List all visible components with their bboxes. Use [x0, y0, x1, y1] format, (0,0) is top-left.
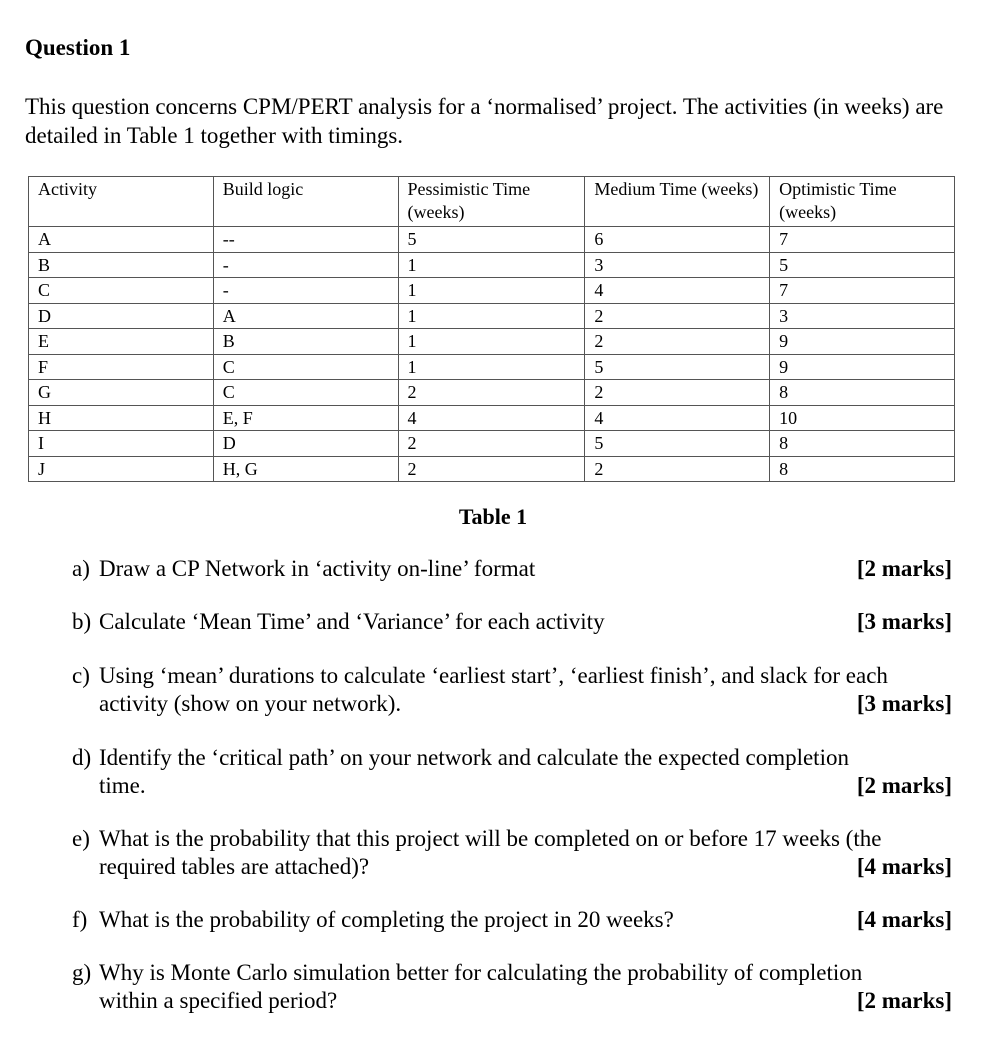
question-line: Why is Monte Carlo simulation better for calculating the probability of completion [99, 960, 863, 985]
question-line-2: time. [99, 773, 146, 798]
question-text [72, 825, 881, 853]
header-pessimistic: Pessimistic Time (weeks) [398, 177, 585, 227]
marks-label: [4 marks] [856, 854, 952, 879]
table-cell: A [213, 303, 398, 329]
table-cell: 3 [585, 252, 770, 278]
header-activity: Activity [29, 177, 214, 227]
table-cell: I [29, 431, 214, 457]
table-cell: 3 [770, 303, 955, 329]
table-cell: D [213, 431, 398, 457]
table-cell: 2 [585, 329, 770, 355]
marks-label: [2 marks] [856, 988, 952, 1013]
table-cell: 2 [398, 431, 585, 457]
table-cell: - [213, 252, 398, 278]
question-label: a) [72, 556, 90, 581]
question-item [72, 825, 952, 881]
question-text [72, 959, 862, 987]
question-label: f) [72, 907, 88, 932]
question-label: g) [72, 960, 92, 985]
question-text [72, 662, 888, 690]
table-cell: 7 [770, 278, 955, 304]
table-row [29, 456, 955, 482]
question-line: What is the probability of completing the project in 20 weeks? [99, 907, 674, 932]
question-line: Calculate ‘Mean Time’ and ‘Variance’ for each activity [99, 609, 605, 634]
table-cell: 5 [585, 431, 770, 457]
question-text [72, 744, 849, 772]
table-cell: G [29, 380, 214, 406]
table-caption: Table 1 [458, 504, 528, 529]
marks-label: [3 marks] [856, 609, 952, 634]
table-cell: J [29, 456, 214, 482]
table-cell: H, G [213, 456, 398, 482]
table-row [29, 329, 955, 355]
table-cell: 6 [585, 227, 770, 253]
question-line-2: activity (show on your network). [99, 691, 402, 716]
question-heading: Question 1 [25, 35, 131, 60]
question-item [72, 608, 952, 636]
header-optimistic: Optimistic Time (weeks) [770, 177, 955, 227]
table-cell: E, F [213, 405, 398, 431]
table-cell: E [29, 329, 214, 355]
table-cell: A [29, 227, 214, 253]
table-cell: 2 [398, 456, 585, 482]
marks-label: [2 marks] [856, 556, 952, 581]
table-cell: F [29, 354, 214, 380]
question-line-2: within a specified period? [99, 988, 338, 1013]
activity-table [28, 176, 955, 482]
table-cell: 1 [398, 278, 585, 304]
question-item [72, 555, 952, 583]
table-cell: 4 [585, 278, 770, 304]
question-text [72, 555, 535, 583]
table-cell: -- [213, 227, 398, 253]
table-cell: 2 [398, 380, 585, 406]
question-label: e) [72, 826, 90, 851]
header-medium: Medium Time (weeks) [585, 177, 770, 227]
table-cell: C [213, 354, 398, 380]
header-build-logic: Build logic [213, 177, 398, 227]
question-line: Draw a CP Network in ‘activity on-line’ format [99, 556, 536, 581]
table-row [29, 380, 955, 406]
table-cell: H [29, 405, 214, 431]
table-cell: 1 [398, 354, 585, 380]
intro-paragraph: This question concerns CPM/PERT analysis for a ‘normalised’ project. The activities (in weeks) are detailed in Table 1 together with timings. [25, 94, 944, 148]
question-line-2: required tables are attached)? [99, 854, 370, 879]
question-item [72, 744, 952, 800]
table-cell: 4 [398, 405, 585, 431]
table-cell: D [29, 303, 214, 329]
marks-label: [3 marks] [856, 691, 952, 716]
question-text [72, 906, 674, 934]
table-cell: 9 [770, 329, 955, 355]
table-cell: 8 [770, 431, 955, 457]
table-cell: 8 [770, 380, 955, 406]
table-cell: 1 [398, 329, 585, 355]
table-cell: B [213, 329, 398, 355]
question-line: What is the probability that this project will be completed on or before 17 weeks (the [99, 826, 882, 851]
table-cell: 8 [770, 456, 955, 482]
table-cell: 5 [398, 227, 585, 253]
question-label: c) [72, 663, 90, 688]
table-cell: 1 [398, 252, 585, 278]
question-label: d) [72, 745, 92, 770]
question-item [72, 662, 952, 718]
question-text [72, 608, 605, 636]
question-label: b) [72, 609, 92, 634]
table-header-row [29, 177, 955, 227]
question-item [72, 959, 952, 1015]
table-row [29, 227, 955, 253]
table-cell: 2 [585, 456, 770, 482]
marks-label: [4 marks] [856, 907, 952, 932]
table-row [29, 431, 955, 457]
table-cell: 2 [585, 303, 770, 329]
table-cell: 5 [770, 252, 955, 278]
table-cell: B [29, 252, 214, 278]
table-cell: C [29, 278, 214, 304]
question-line: Identify the ‘critical path’ on your network and calculate the expected completion [99, 745, 849, 770]
table-row [29, 278, 955, 304]
table-cell: 4 [585, 405, 770, 431]
table-cell: C [213, 380, 398, 406]
table-row [29, 354, 955, 380]
table-cell: 10 [770, 405, 955, 431]
table-cell: 1 [398, 303, 585, 329]
table-cell: 2 [585, 380, 770, 406]
table-row [29, 303, 955, 329]
question-line: Using ‘mean’ durations to calculate ‘earliest start’, ‘earliest finish’, and slack for each [99, 663, 888, 688]
table-row [29, 405, 955, 431]
question-item [72, 906, 952, 934]
table-cell: 5 [585, 354, 770, 380]
table-cell: - [213, 278, 398, 304]
table-cell: 9 [770, 354, 955, 380]
table-row [29, 252, 955, 278]
marks-label: [2 marks] [856, 773, 952, 798]
table-cell: 7 [770, 227, 955, 253]
